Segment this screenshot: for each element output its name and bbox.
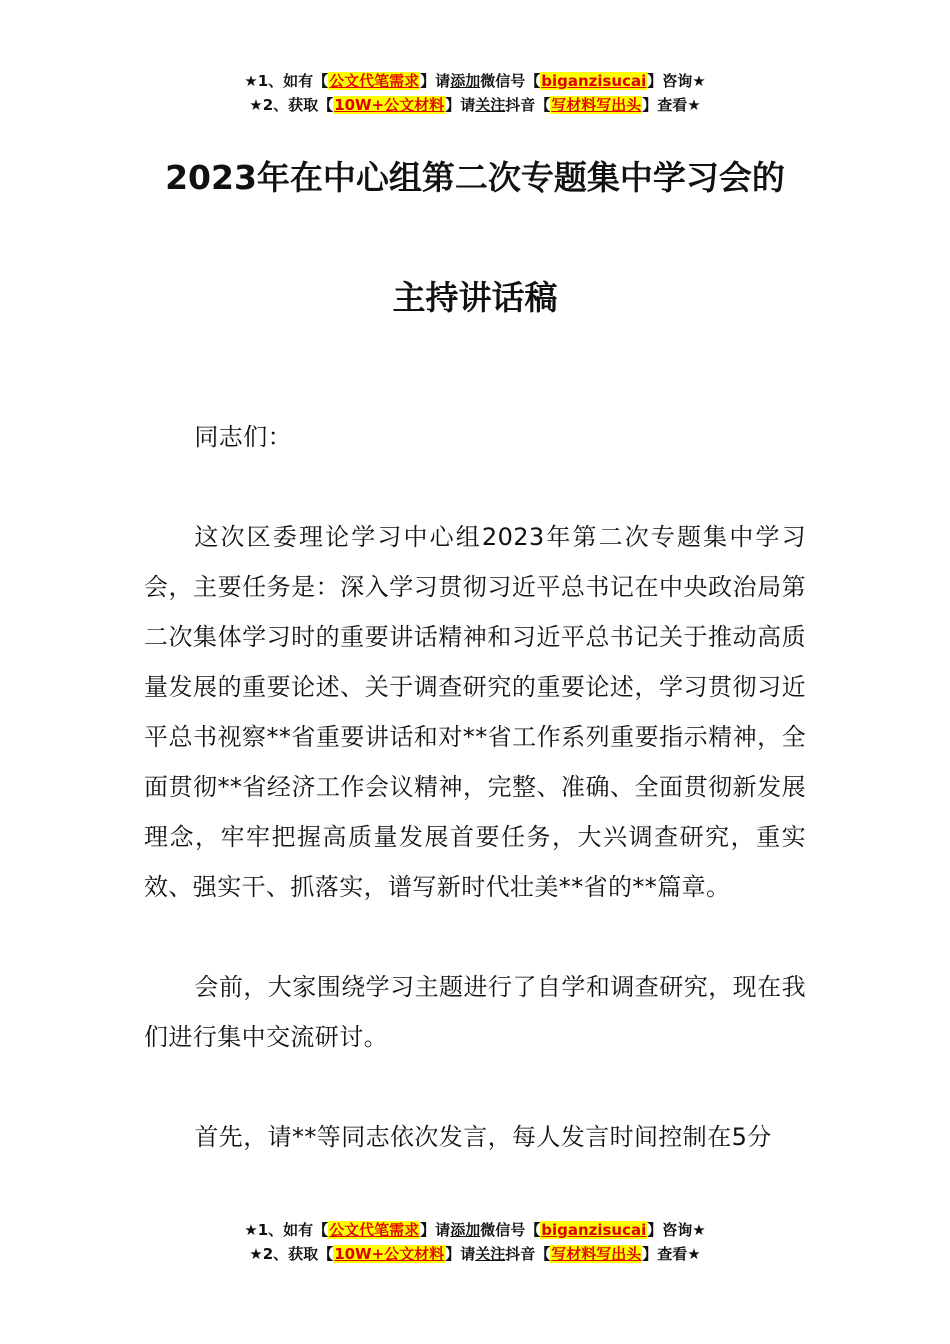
underlined-text: 添加	[450, 72, 481, 90]
promo-line-2	[0, 1242, 950, 1266]
promo-line-2	[0, 93, 950, 117]
wechat-id: biganzisucai	[541, 1221, 647, 1239]
paragraph: 首先，请**等同志依次发言，每人发言时间控制在5分	[194, 1123, 772, 1151]
promo-banner-top	[0, 69, 950, 117]
text: 】咨询★	[647, 72, 706, 90]
text: 】请	[420, 1221, 451, 1239]
highlight-text: 10W+公文材料	[334, 1245, 445, 1263]
text: 】请	[420, 72, 451, 90]
highlight-text: 10W+公文材料	[334, 96, 445, 114]
document-title-line-2: 主持讲话稿	[392, 278, 558, 317]
text: ★2、获取【	[249, 96, 334, 114]
text: ★2、获取【	[249, 1245, 334, 1263]
document-body	[144, 412, 806, 1212]
douyin-id: 写材料写出头	[551, 96, 642, 114]
underlined-text: 关注	[475, 96, 506, 114]
text: 】咨询★	[647, 1221, 706, 1239]
text: 】请	[445, 96, 476, 114]
text: 抖音【	[505, 96, 551, 114]
paragraph: 会前，大家围绕学习主题进行了自学和调查研究，现在我们进行集中交流研讨。	[144, 973, 806, 1051]
text: ★1、如有【	[244, 1221, 329, 1239]
paragraph: 这次区委理论学习中心组2023年第二次专题集中学习会，主要任务是：深入学习贯彻习近平总书记在中央政治局第二次集体学习时的重要讲话精神和习近平总书记关于推动高质量发展的重要论述、关于调查研究的重要论述，学习贯彻习近平总书视察**省重要讲话和对**省工作系列重要指示精神，全面贯彻**省经济工作会议精神，完整、准确、全面贯彻新发展理念，牢牢把握高质量发展首要任务，大兴调查研究，重实效、强实干、抓落实，谱写新时代壮美**省的**篇章。	[144, 523, 806, 901]
text: 微信号【	[480, 72, 541, 90]
promo-line-1	[0, 69, 950, 93]
underlined-text: 添加	[450, 1221, 481, 1239]
underlined-text: 关注	[475, 1245, 506, 1263]
douyin-id: 写材料写出头	[551, 1245, 642, 1263]
promo-line-1	[0, 1218, 950, 1242]
document-title-line-1: 2023年在中心组第二次专题集中学习会的	[165, 158, 785, 197]
text: 】请	[445, 1245, 476, 1263]
text: 】查看★	[642, 96, 701, 114]
text: 抖音【	[505, 1245, 551, 1263]
wechat-id: biganzisucai	[541, 72, 647, 90]
promo-banner-bottom	[0, 1218, 950, 1266]
text: 微信号【	[480, 1221, 541, 1239]
highlight-text: 公文代笔需求	[329, 1221, 420, 1239]
text: 】查看★	[642, 1245, 701, 1263]
salutation: 同志们：	[194, 423, 292, 451]
highlight-text: 公文代笔需求	[329, 72, 420, 90]
text: ★1、如有【	[244, 72, 329, 90]
